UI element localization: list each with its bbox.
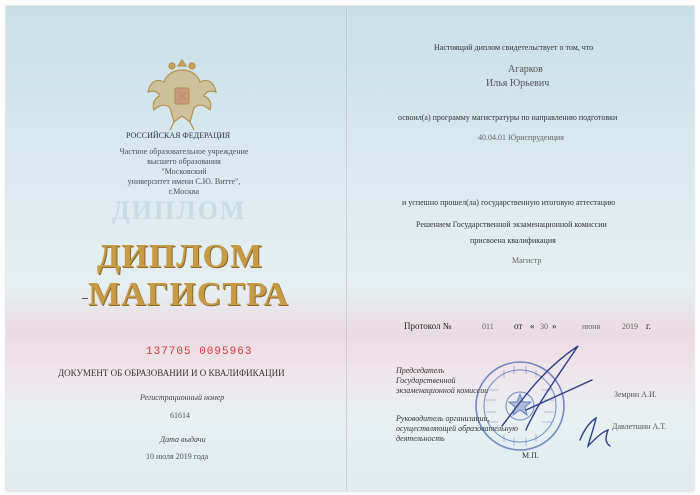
- head-line: Руководитель организации,: [396, 414, 490, 423]
- mastered-text: освоил(а) программу магистратуры по направлению подготовки: [398, 113, 618, 122]
- chair-name: Земрин А.И.: [614, 390, 657, 399]
- diploma-title-line2: МАГИСТРА: [88, 276, 289, 313]
- watermark-diplom: ДИПЛОМ: [112, 196, 247, 225]
- protocol-year-suffix: г.: [646, 321, 651, 331]
- quote-close: »: [552, 321, 557, 331]
- head-name: Давлетшин А.Т.: [612, 422, 667, 431]
- quote-open: «: [530, 321, 535, 331]
- qualification: Магистр: [512, 256, 542, 265]
- issue-date: 10 июля 2019 года: [146, 452, 209, 461]
- head-line: деятельность: [396, 434, 445, 443]
- issue-date-label: Дата выдачи: [160, 435, 206, 444]
- registration-number: 61614: [170, 411, 190, 420]
- decision-line2: присвоена квалификация: [470, 236, 556, 245]
- graduate-name: Илья Юрьевич: [486, 78, 550, 89]
- diploma-title-line1: ДИПЛОМ: [96, 238, 264, 275]
- chair-line: Государственной: [396, 376, 456, 385]
- protocol-label: Протокол №: [404, 321, 452, 331]
- institution-line: Частное образовательное учреждение: [119, 147, 249, 156]
- coat-of-arms-icon: [144, 52, 220, 132]
- chair-line: Председатель: [396, 366, 445, 375]
- institution-block: [104, 147, 264, 197]
- serial-number: 137705 0095963: [146, 346, 253, 358]
- document-type: ДОКУМЕНТ ОБ ОБРАЗОВАНИИ И О КВАЛИФИКАЦИИ: [58, 368, 285, 378]
- institution-line: "Московский: [161, 167, 207, 176]
- head-signature-icon: [574, 412, 618, 452]
- registration-label: Регистрационный номер: [140, 393, 225, 402]
- certifies-text: Настоящий диплом свидетельствует о том, что: [434, 43, 594, 52]
- protocol-number: 011: [482, 322, 494, 331]
- country-label: РОССИЙСКАЯ ФЕДЕРАЦИЯ: [126, 131, 231, 140]
- chair-line: экзаменационной комиссии: [396, 386, 489, 395]
- institution-line: высшего образования: [147, 157, 221, 166]
- graduate-surname: Агарков: [508, 64, 543, 75]
- protocol-day: 30: [540, 322, 548, 331]
- protocol-year: 2019: [622, 322, 638, 331]
- protocol-from: от: [514, 321, 523, 331]
- seal-place-label: М.П.: [522, 451, 539, 460]
- head-line: осуществляющей образовательную: [396, 424, 518, 433]
- institution-line: г.Москва: [168, 187, 200, 196]
- passed-text: и успешно прошел(ла) государственную итоговую аттестацию: [402, 198, 616, 207]
- program-name: 40.04.01 Юриспруденция: [478, 133, 564, 142]
- center-fold: [346, 6, 348, 491]
- decision-line1: Решением Государственной экзаменационной комиссии: [416, 220, 607, 229]
- protocol-month: июня: [582, 322, 601, 331]
- institution-line: университет имени С.Ю. Витте",: [127, 177, 241, 186]
